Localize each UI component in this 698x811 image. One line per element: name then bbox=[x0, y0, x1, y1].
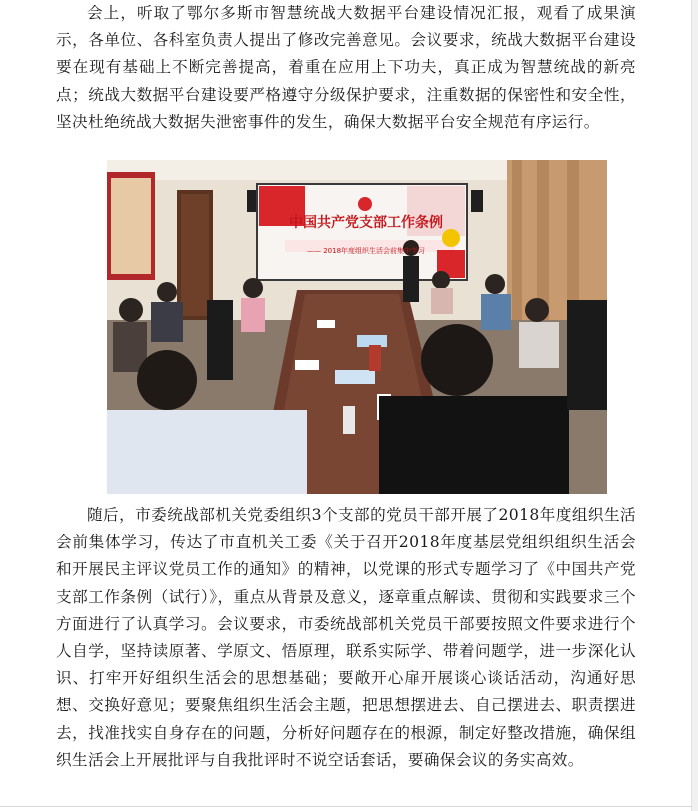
slide-title: 中国共产党支部工作条例 bbox=[289, 215, 443, 231]
divider bbox=[0, 806, 692, 807]
paragraph-study-session: 随后，市委统战部机关党委组织3个支部的党员干部开展了2018年度组织生活会前集体学习，传达了市直机关工委《关于召开2018年度基层党组织组织生活会和开展民主评议党员工作的通知》的精神，以党课的形式专题学习了《中国共产党支部工作条例（试行）》，重点从背景及意义，逐章重点解读、贯彻和实践要求三个方面进行了认真学习。会议要求，市委统战部机关党员干部要按照文件要求进行个人自学，坚持读原著、学原文、悟原理，联系实际学、带着问题学，进一步深化认识、打牢开好组织生活会的思想基础；要敞开心扉开展谈心谈话活动，沟通好思想、交换好意见；要聚焦组织生活会主题，把思想摆进去、自己摆进去、职责摆进去，找准找实自身存在的问题，分析好问题存在的根源，制定好整改措施，确保组织生活会上开展批评与自我批评时不说空话套话，要确保会议的务实高效。 bbox=[56, 506, 636, 769]
meeting-photo bbox=[107, 160, 607, 494]
scrollbar[interactable] bbox=[691, 0, 698, 811]
slide-subtitle: —— 2018年度组织生活会前集中学习 bbox=[307, 247, 426, 255]
meeting-photo-illustration bbox=[107, 160, 607, 494]
paragraph-meeting-report: 会上，听取了鄂尔多斯市智慧统战大数据平台建设情况汇报，观看了成果演示，各单位、各科室负责人提出了修改完善意见。会议要求，统战大数据平台建设要在现有基础上不断完善提高，着重在应用上下功夫，真正成为智慧统战的新亮点；统战大数据平台建设要严格遵守分级保护要求，注重数据的保密性和安全性，坚决杜绝统战大数据失泄密事件的发生，确保大数据平台安全规范有序运行。 bbox=[56, 4, 636, 131]
